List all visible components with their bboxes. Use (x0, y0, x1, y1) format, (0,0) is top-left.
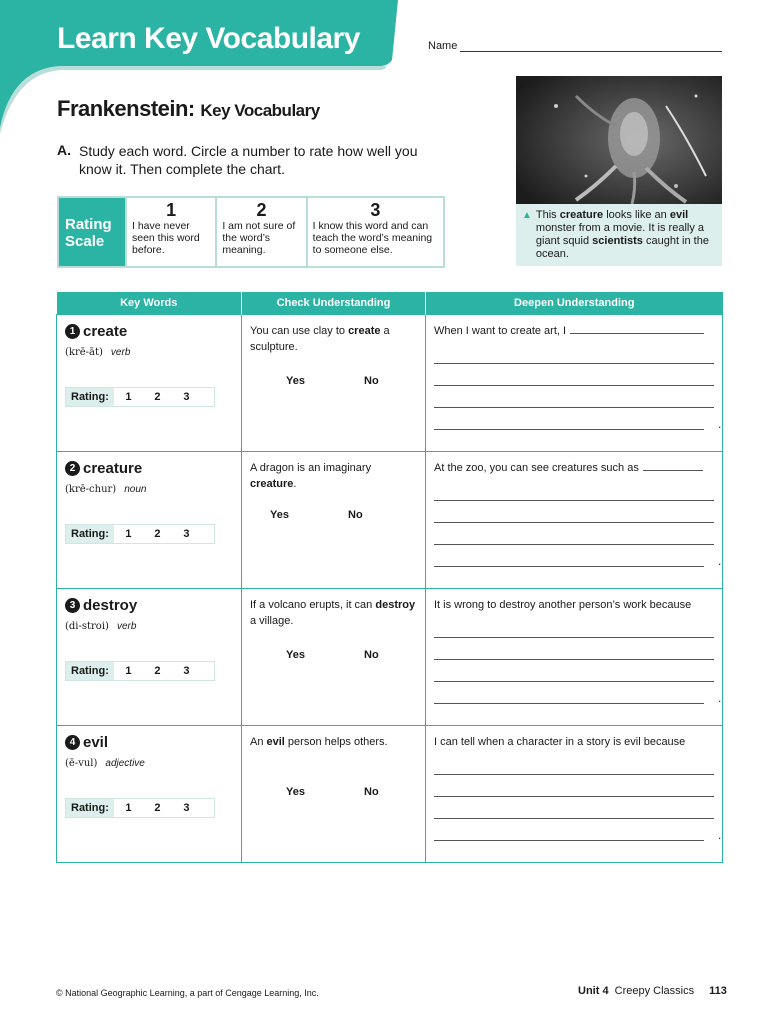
word-rating (65, 798, 215, 818)
caption-part: This (535, 209, 560, 221)
deepen-prompt (434, 597, 716, 613)
check-question (250, 734, 420, 750)
check-text: . (293, 478, 297, 490)
page-title: Learn Key Vocabulary (57, 22, 360, 55)
rating-label: Rating: (66, 799, 114, 817)
check-text: A dragon is an imaginary (250, 462, 372, 474)
rating-option-1[interactable]: 1 (125, 528, 132, 540)
photo-caption (516, 204, 722, 266)
key-word-cell (57, 726, 242, 863)
deepen-prompt (434, 734, 716, 750)
word-rating (65, 524, 215, 544)
no-option[interactable]: No (348, 509, 363, 521)
answer-line[interactable] (434, 681, 714, 682)
deepen-text: At the zoo, you can see creatures such as (434, 462, 639, 474)
rating-level-desc: I have never seen this word before. (132, 220, 200, 256)
vocab-word (65, 460, 142, 477)
part-of-speech: adjective (105, 758, 145, 769)
caption-bold: evil (669, 209, 689, 221)
pronunciation-text: (krē-āt) (65, 347, 103, 358)
prompt-blank[interactable] (570, 323, 704, 334)
vocab-word (65, 323, 127, 340)
check-question (250, 597, 420, 629)
instruction-text: Study each word. Circle a number to rate how well you know it. Then complete the chart. (79, 143, 418, 177)
answer-line[interactable] (434, 659, 714, 660)
rating-level-2 (215, 198, 305, 266)
table-row (57, 452, 723, 589)
table-row (57, 726, 723, 863)
deepen-text: When I want to create art, I (434, 325, 567, 337)
section-title-main: Frankenstein: (57, 96, 195, 121)
deepen-text: It is wrong to destroy another person’s work because (434, 599, 692, 611)
key-word-cell (57, 589, 242, 726)
unit-label: Unit 4 (578, 985, 609, 997)
header-deepen-understanding: Deepen Understanding (426, 292, 723, 315)
end-period: . (718, 554, 722, 568)
header-key-words: Key Words (57, 292, 242, 315)
caption-bold: scientists (592, 235, 643, 247)
instruction-letter: A. (57, 142, 71, 158)
no-option[interactable]: No (364, 786, 379, 798)
rating-level-desc: I know this word and can teach the word’s meaning to someone else. (312, 220, 433, 256)
rating-scale (57, 196, 445, 268)
deepen-understanding-cell (426, 315, 723, 452)
rating-option-1[interactable]: 1 (125, 802, 132, 814)
rating-label: Rating: (66, 388, 114, 406)
table-header-row (57, 292, 723, 315)
rating-level-desc: I am not sure of the word’s meaning. (222, 220, 296, 256)
rating-option-3[interactable]: 3 (183, 665, 190, 677)
pronunciation-text: (di-stroi) (65, 621, 109, 632)
deepen-understanding-cell (426, 726, 723, 863)
caption-part: monster from a movie. It is really a giant squid (535, 222, 705, 247)
check-bold-word: create (348, 325, 381, 337)
name-field[interactable] (460, 51, 722, 52)
rating-level-number: 3 (370, 200, 381, 220)
answer-line[interactable] (434, 796, 714, 797)
rating-level-number: 1 (166, 200, 177, 220)
word-text: creature (83, 460, 143, 477)
rating-option-3[interactable]: 3 (183, 528, 190, 540)
answer-line[interactable] (434, 637, 714, 638)
prompt-blank[interactable] (643, 460, 703, 471)
check-understanding-cell (242, 315, 426, 452)
word-number-icon: 3 (65, 598, 80, 613)
answer-line[interactable] (434, 703, 704, 704)
rating-scale-label (59, 198, 125, 266)
check-text: You can use clay to (250, 325, 349, 337)
check-bold-word: creature (250, 478, 294, 490)
name-label: Name (428, 40, 458, 52)
answer-line[interactable] (434, 840, 704, 841)
rating-option-2[interactable]: 2 (154, 391, 161, 403)
end-period: . (718, 691, 722, 705)
word-rating (65, 387, 215, 407)
rating-option-2[interactable]: 2 (154, 802, 161, 814)
no-option[interactable]: No (364, 375, 379, 387)
vocabulary-table (56, 292, 723, 863)
section-subtitle: Key Vocabulary (200, 101, 320, 120)
check-question (250, 323, 420, 355)
yes-option[interactable]: Yes (270, 509, 289, 521)
caption-part: caught in the ocean. (535, 235, 709, 260)
word-number-icon: 1 (65, 324, 80, 339)
check-understanding-cell (242, 589, 426, 726)
rating-label: Rating: (66, 525, 114, 543)
part-of-speech: verb (110, 347, 131, 358)
vocab-word (65, 597, 137, 614)
answer-line[interactable] (434, 385, 714, 386)
yes-option[interactable]: Yes (286, 786, 305, 798)
word-text: evil (83, 734, 109, 751)
answer-line[interactable] (434, 818, 714, 819)
word-text: destroy (83, 597, 138, 614)
part-of-speech: noun (124, 484, 147, 495)
answer-line[interactable] (434, 429, 704, 430)
pronunciation-text: (ē-vul) (65, 758, 98, 769)
page-footer (578, 985, 727, 997)
word-text: create (83, 323, 128, 340)
vocab-word (65, 734, 108, 751)
check-text: An (250, 736, 267, 748)
deepen-prompt (434, 323, 716, 339)
answer-line[interactable] (434, 774, 714, 775)
check-understanding-cell (242, 726, 426, 863)
header-check-understanding: Check Understanding (242, 292, 426, 315)
answer-line[interactable] (434, 407, 714, 408)
pronunciation (65, 758, 145, 769)
key-word-cell (57, 452, 242, 589)
word-rating (65, 661, 215, 681)
page-number: 113 (709, 985, 727, 997)
rating-option-3[interactable]: 3 (183, 391, 190, 403)
deepen-text: I can tell when a character in a story is evil because (434, 736, 686, 748)
rating-scale-label-line1: Rating (65, 216, 112, 233)
check-text: person helps others. (284, 736, 388, 748)
caption-part: looks like an (603, 209, 670, 221)
copyright: © National Geographic Learning, a part of Cengage Learning, Inc. (56, 988, 319, 998)
check-text: a sculpture. (250, 325, 390, 353)
deepen-understanding-cell (426, 589, 723, 726)
caption-bold: creature (559, 209, 604, 221)
table-row (57, 315, 723, 452)
answer-line[interactable] (434, 500, 714, 501)
end-period: . (718, 828, 722, 842)
triangle-up-icon: ▲ (522, 210, 532, 221)
key-word-cell (57, 315, 242, 452)
yes-option[interactable]: Yes (286, 649, 305, 661)
answer-line[interactable] (434, 566, 704, 567)
deepen-prompt (434, 460, 716, 476)
pronunciation (65, 347, 130, 358)
deepen-understanding-cell (426, 452, 723, 589)
end-period: . (718, 417, 722, 431)
answer-line[interactable] (434, 544, 714, 545)
part-of-speech: verb (116, 621, 137, 632)
check-bold-word: destroy (375, 599, 416, 611)
giant-squid-photo (516, 76, 722, 204)
unit-title: Creepy Classics (614, 985, 695, 997)
rating-level-3 (306, 198, 443, 266)
word-number-icon: 4 (65, 735, 80, 750)
pronunciation (65, 484, 146, 495)
rating-level-1 (125, 198, 215, 266)
check-bold-word: evil (266, 736, 285, 748)
rating-scale-label-line2: Scale (65, 233, 105, 250)
pronunciation (65, 621, 136, 632)
rating-level-number: 2 (256, 200, 267, 220)
rating-label: Rating: (66, 662, 114, 680)
no-option[interactable]: No (364, 649, 379, 661)
check-text: If a volcano erupts, it can (250, 599, 376, 611)
rating-option-1[interactable]: 1 (125, 391, 132, 403)
word-number-icon: 2 (65, 461, 80, 476)
answer-line[interactable] (434, 363, 714, 364)
yes-option[interactable]: Yes (286, 375, 305, 387)
rating-option-3[interactable]: 3 (183, 802, 190, 814)
check-text: a village. (250, 615, 294, 627)
check-question (250, 460, 420, 492)
table-row (57, 589, 723, 726)
rating-option-2[interactable]: 2 (154, 665, 161, 677)
pronunciation-text: (krē-chur) (65, 484, 117, 495)
answer-line[interactable] (434, 522, 714, 523)
section-title (57, 96, 320, 122)
rating-option-2[interactable]: 2 (154, 528, 161, 540)
check-understanding-cell (242, 452, 426, 589)
rating-option-1[interactable]: 1 (125, 665, 132, 677)
